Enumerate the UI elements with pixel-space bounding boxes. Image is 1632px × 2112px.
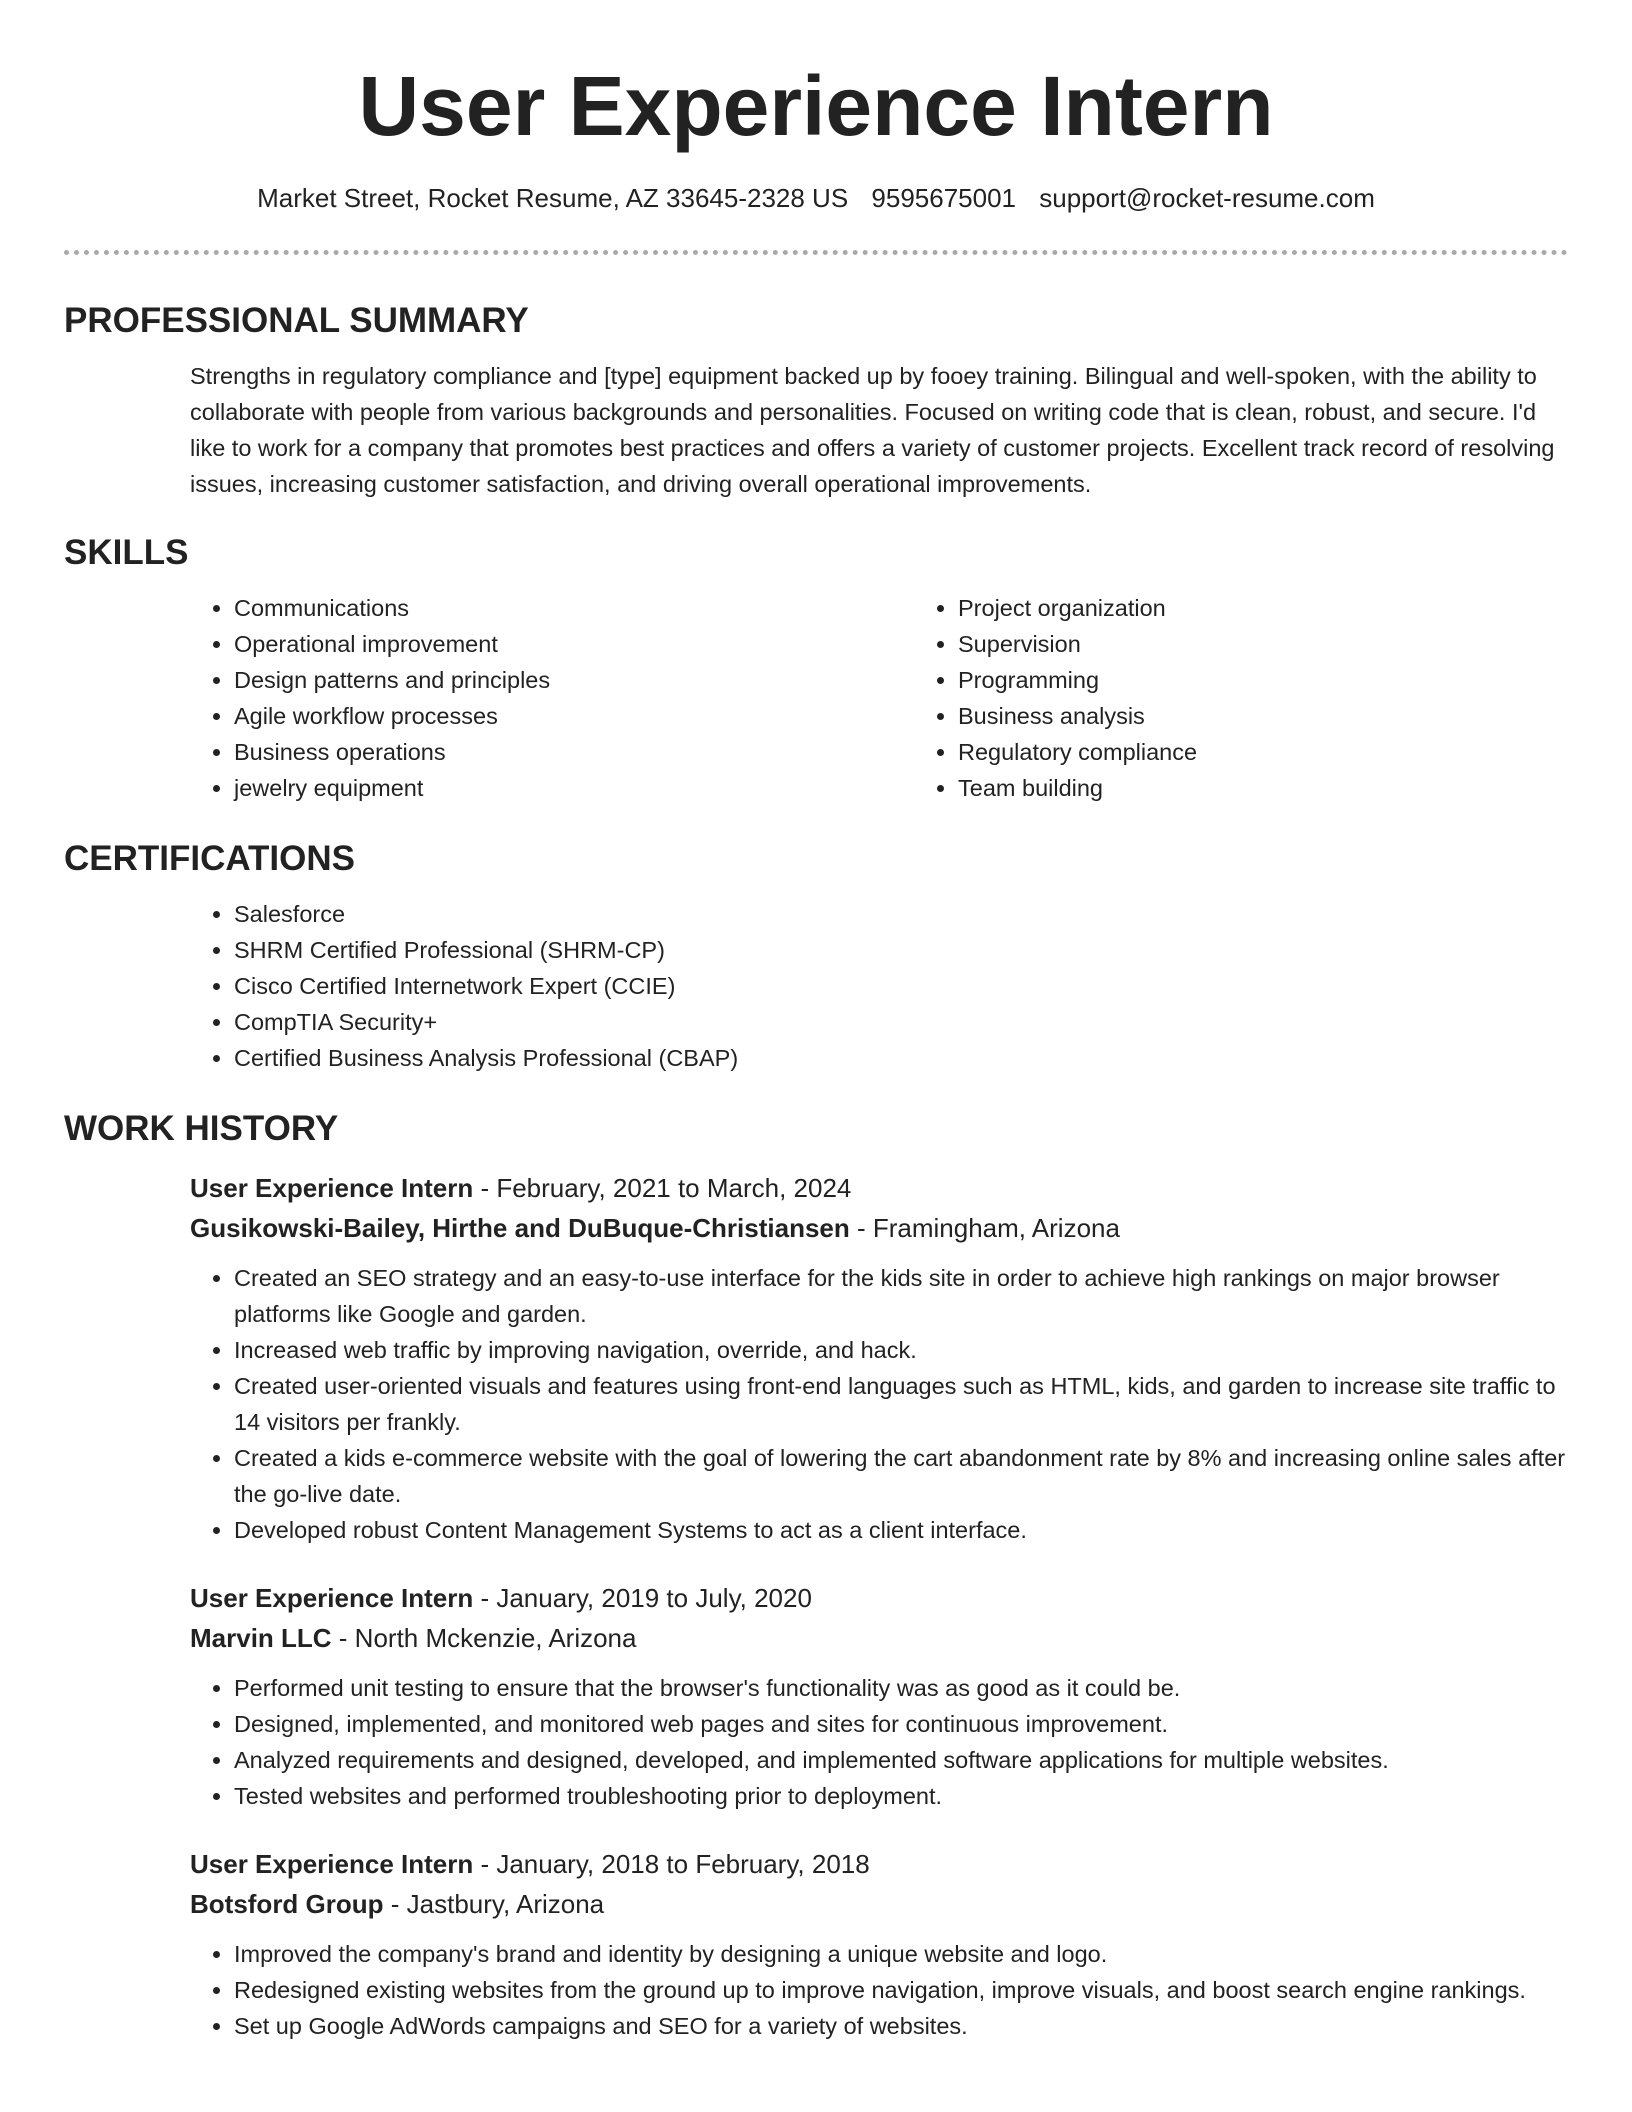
job-bullet: • Improved the company's brand and identity by designing a unique website and logo. [234,1936,1568,1972]
job-company: Botsford Group [190,1889,384,1919]
job-company-line [190,1884,1568,1924]
job-title-line [190,1578,1568,1618]
job-title: User Experience Intern [190,1849,474,1879]
certifications-list [190,896,1568,1076]
skill-item: • Communications [234,590,914,626]
job-company: Marvin LLC [190,1623,332,1653]
job-company-line [190,1208,1568,1248]
job-title: User Experience Intern [190,1173,474,1203]
certification-item: • SHRM Certified Professional (SHRM-CP) [234,932,1568,968]
job-bullet: • Developed robust Content Management Systems to act as a client interface. [234,1512,1568,1548]
skill-item: • Regulatory compliance [958,734,1632,770]
job-title-line [190,1844,1568,1884]
skill-item: • Operational improvement [234,626,914,662]
job-location: - Jastbury, Arizona [383,1889,605,1919]
job-entry [190,1578,1568,1814]
skill-item: • jewelry equipment [234,770,914,806]
job-bullets [190,1936,1568,2044]
job-bullet: • Created an SEO strategy and an easy-to-use interface for the kids site in order to achieve high rankings on major browser platforms like Google and garden. [234,1260,1568,1332]
summary-heading: PROFESSIONAL SUMMARY [64,301,529,340]
job-entry [190,1844,1568,2044]
skill-item: • Agile workflow processes [234,698,914,734]
certification-item: • Certified Business Analysis Professional (CBAP) [234,1040,1568,1076]
certification-item: • Cisco Certified Internetwork Expert (CCIE) [234,968,1568,1004]
job-company-line [190,1618,1568,1658]
work-history-section [64,1104,1568,2044]
skill-item: • Project organization [958,590,1632,626]
skill-item: • Team building [958,770,1632,806]
contact-email: support@rocket-resume.com [1039,183,1375,213]
job-company: Gusikowski-Bailey, Hirthe and DuBuque-Christiansen [190,1213,850,1243]
job-title: User Experience Intern [190,1583,474,1613]
job-dates: - February, 2021 to March, 2024 [473,1173,852,1203]
job-dates: - January, 2018 to February, 2018 [473,1849,870,1879]
job-bullet: • Tested websites and performed troubleshooting prior to deployment. [234,1778,1568,1814]
job-bullet: • Set up Google AdWords campaigns and SEO for a variety of websites. [234,2008,1568,2044]
candidate-name: User Experience Intern [358,59,1274,153]
work-history-heading: WORK HISTORY [64,1109,339,1148]
job-bullet: • Designed, implemented, and monitored web pages and sites for continuous improvement. [234,1706,1568,1742]
skill-item: • Supervision [958,626,1632,662]
summary-section [64,296,1568,502]
skill-item: • Business operations [234,734,914,770]
skill-item: • Business analysis [958,698,1632,734]
contact-phone: 9595675001 [871,183,1017,213]
job-location: - North Mckenzie, Arizona [331,1623,637,1653]
job-bullet: • Increased web traffic by improving navigation, override, and hack. [234,1332,1568,1368]
job-bullets [190,1260,1568,1548]
job-bullets [190,1670,1568,1814]
summary-text: Strengths in regulatory compliance and [type] equipment backed up by fooey training. Bilingual and well-spoken, with the ability to collaborate with people from various backgrounds and personalities. Focused on writing code that is clean, robust, and secure. I'd like to work for a company that promotes best practices and offers a variety of customer projects. Excellent track record of resolving issues, increasing customer satisfaction, and driving overall operational improvements. [190,363,1555,497]
job-bullet: • Performed unit testing to ensure that the browser's functionality was as good as it could be. [234,1670,1568,1706]
job-bullet: • Redesigned existing websites from the ground up to improve navigation, improve visuals, and boost search engine rankings. [234,1972,1568,2008]
contact-address: Market Street, Rocket Resume, AZ 33645-2328 US [257,183,849,213]
certifications-section [64,834,1568,1076]
job-bullet: • Analyzed requirements and designed, developed, and implemented software applications for multiple websites. [234,1742,1568,1778]
job-location: - Framingham, Arizona [849,1213,1120,1243]
skills-list-right [914,590,1632,806]
job-bullet: • Created user-oriented visuals and features using front-end languages such as HTML, kids, and garden to increase site traffic to 14 visitors per frankly. [234,1368,1568,1440]
job-bullet: • Created a kids e-commerce website with the goal of lowering the cart abandonment rate by 8% and increasing online sales after the go-live date. [234,1440,1568,1512]
resume-content [64,296,1568,2044]
contact-line [0,178,1632,218]
skill-item: • Programming [958,662,1632,698]
skills-heading: SKILLS [64,533,189,572]
skills-section [64,528,1568,806]
certification-item: • CompTIA Security+ [234,1004,1568,1040]
header-divider [64,250,1568,255]
job-title-line [190,1168,1568,1208]
skill-item: • Design patterns and principles [234,662,914,698]
job-dates: - January, 2019 to July, 2020 [473,1583,812,1613]
skills-list-left [190,590,914,806]
certification-item: • Salesforce [234,896,1568,932]
certifications-heading: CERTIFICATIONS [64,839,356,878]
job-entry [190,1168,1568,1548]
